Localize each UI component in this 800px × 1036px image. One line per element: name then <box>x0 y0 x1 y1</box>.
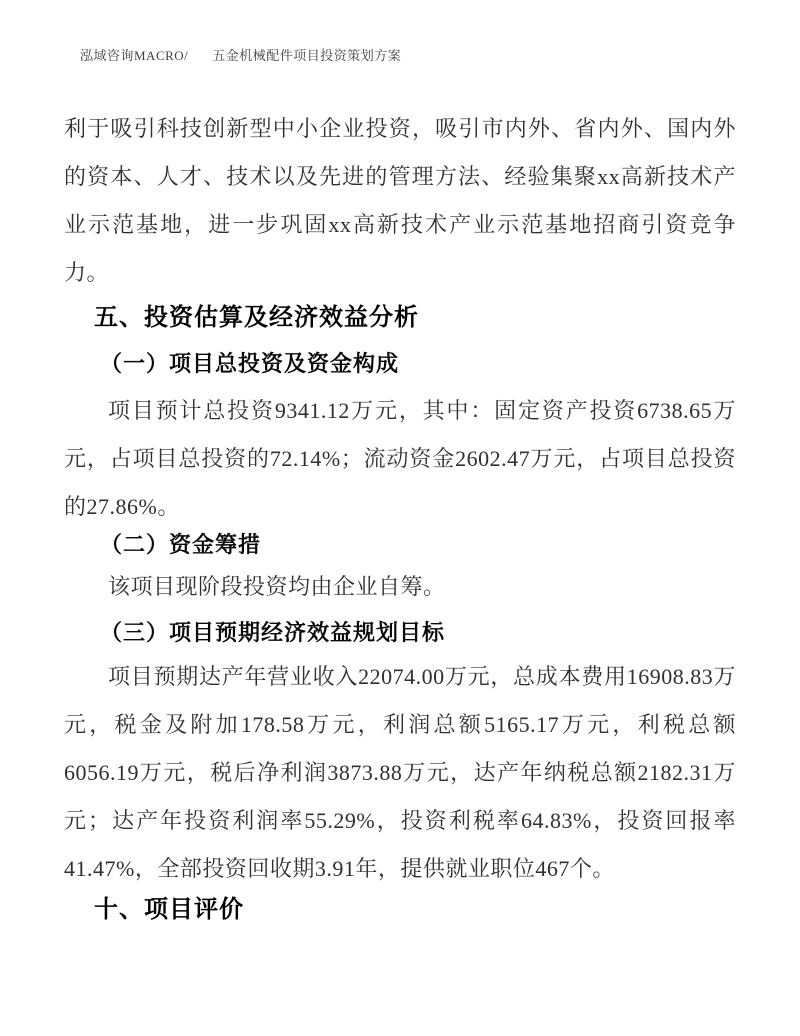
document-header <box>0 0 800 66</box>
subsection-heading-economic-benefit-targets: （三）项目预期经济效益规划目标 <box>100 620 446 645</box>
brand-text: 泓域咨询MACRO/ <box>80 48 189 63</box>
intro-paragraph: 利于吸引科技创新型中小企业投资，吸引市内外、省内外、国内外的资本、人才、技术以及先进的管理方法、经验集聚xx高新技术产业示范基地，进一步巩固xx高新技术产业示范基地招商引资竞争力。 <box>64 116 736 285</box>
header-doc-title: 五金机械配件项目投资策划方案 <box>212 48 402 63</box>
subsection-heading-total-investment: （一）项目总投资及资金构成 <box>100 351 400 376</box>
document-body <box>0 105 800 927</box>
subsection-heading-funding: （二）资金筹措 <box>100 532 262 557</box>
section-heading-investment-analysis: 五、投资估算及经济效益分析 <box>94 304 419 331</box>
funding-paragraph: 该项目现阶段投资均由企业自筹。 <box>108 574 446 599</box>
section-heading-project-evaluation: 十、项目评价 <box>94 896 244 923</box>
total-investment-paragraph: 项目预计总投资9341.12万元，其中：固定资产投资6738.65万元，占项目总投资的72.14%；流动资金2602.47万元，占项目总投资的27.86%。 <box>64 398 736 519</box>
economic-benefit-paragraph: 项目预期达产年营业收入22074.00万元，总成本费用16908.83万元，税金及附加178.58万元，利润总额5165.17万元，利税总额6056.19万元，税后净利润3873.88万元，达产年纳税总额2182.31万元；达产年投资利润率55.29%，投资利税率64.83%，投资回报率41.47%，全部投资回收期3.91年，提供就业职位467个。 <box>64 664 736 881</box>
